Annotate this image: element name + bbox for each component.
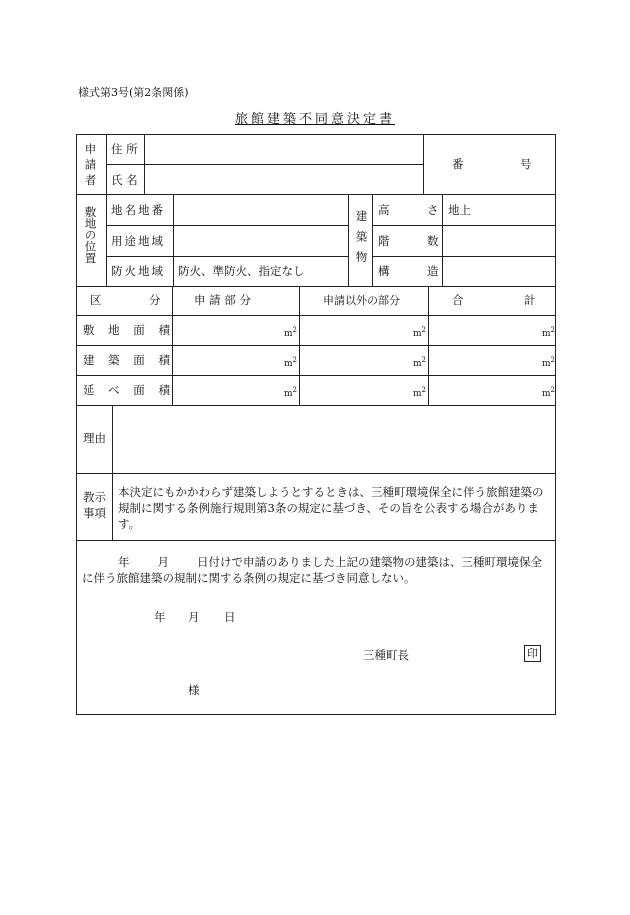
- number-label-2: 号: [520, 157, 532, 171]
- header-total-2: 計: [524, 293, 536, 307]
- unit: [284, 327, 297, 339]
- unit-sup: 2: [550, 326, 556, 334]
- rule-v-area-3: [428, 286, 429, 405]
- unit-sup: 2: [550, 386, 556, 394]
- unit-sup: 2: [292, 326, 298, 334]
- unit-sup: 2: [292, 386, 298, 394]
- row-total-floor-area: 延 べ 面 積: [83, 383, 175, 397]
- rule-v-building-value: [442, 194, 443, 286]
- header-kubun-2: 分: [149, 293, 161, 307]
- zone-label: 用途地域: [111, 234, 165, 248]
- addressee-sama: 様: [188, 683, 200, 697]
- header-other: 申請以外の部分: [323, 294, 400, 307]
- fire-label: 防火地域: [111, 264, 165, 278]
- rule-site-2: [107, 256, 349, 257]
- name-label: 氏 名: [111, 173, 138, 187]
- height-label-1: 高: [378, 203, 390, 217]
- rule-v-area-2: [299, 286, 300, 405]
- rule-v-site-value: [348, 194, 349, 286]
- unit-sup: 2: [421, 386, 427, 394]
- address-label: 住 所: [111, 142, 138, 156]
- mayor-title: 三種町長: [363, 648, 409, 662]
- date-day: 日: [224, 610, 236, 624]
- form-frame: [76, 134, 556, 715]
- rule-v-number: [423, 135, 424, 194]
- structure-label-2: 造: [427, 264, 439, 278]
- height-value: 地上: [448, 203, 471, 217]
- lot-label: 地名地番: [111, 203, 165, 217]
- unit: [284, 387, 297, 399]
- unit-sup: 2: [421, 326, 427, 334]
- rule-v-label: [106, 135, 107, 286]
- rule-building-2: [373, 256, 556, 257]
- rule-area-3: [77, 405, 556, 406]
- unit-sup: 2: [550, 356, 556, 364]
- rule-v-site-label: [173, 194, 174, 286]
- rule-v-reason: [112, 405, 113, 540]
- rule-site-bottom: [77, 286, 556, 287]
- rule-v-building-label: [372, 194, 373, 286]
- instruction-label-2: 事項: [83, 506, 106, 520]
- rule-area-1: [77, 345, 556, 346]
- row-site-area: 敷 地 面 積: [83, 323, 175, 337]
- decision-year: 年: [118, 555, 130, 569]
- decision-month: 月: [157, 555, 169, 569]
- unit: [413, 327, 426, 339]
- unit: [542, 387, 555, 399]
- floors-label-1: 階: [378, 234, 390, 248]
- decision-day-text: 日付けで申請のありました上記の建築物の建築は、三種町環境保全に伴う旅館建築の規制に関する条例の規定に基づき同意しない。: [82, 555, 542, 585]
- structure-label-1: 構: [378, 264, 390, 278]
- row-building-area: 建 築 面 積: [83, 353, 175, 367]
- unit: [284, 357, 297, 369]
- unit-m: m: [284, 389, 293, 399]
- instruction-label-1: 教示: [83, 490, 106, 504]
- unit-m: m: [542, 329, 551, 339]
- date-year: 年: [154, 610, 166, 624]
- date-month: 月: [188, 610, 200, 624]
- floors-label-2: 数: [427, 234, 439, 248]
- site-label: 敷地の位置: [83, 206, 98, 264]
- form-number: 様式第3号(第2条関係): [78, 86, 189, 99]
- unit: [413, 357, 426, 369]
- header-total-1: 合: [452, 293, 464, 307]
- rule-applicant-bottom: [77, 194, 556, 195]
- instruction-text: 本決定にもかかわらず建築しようとするときは、三種町環境保全に伴う旅館建築の規制に関する条例施行規則第3条の規定に基づき、その旨を公表する場合があります。: [118, 485, 544, 531]
- unit-m: m: [284, 329, 293, 339]
- rule-reason-bottom: [77, 473, 556, 474]
- rule-area-header: [77, 315, 556, 316]
- number-label-1: 番: [452, 157, 464, 171]
- document-title-text: 旅館建築不同意決定書: [234, 112, 395, 127]
- decision-text: [82, 554, 552, 586]
- applicant-label: 申請者: [83, 143, 98, 190]
- unit: [542, 357, 555, 369]
- unit-m: m: [413, 389, 422, 399]
- seal-mark: 印: [524, 645, 541, 662]
- unit-m: m: [413, 359, 422, 369]
- rule-site-1: [107, 225, 349, 226]
- header-applied: 申 請 部 分: [194, 293, 251, 307]
- unit-m: m: [284, 359, 293, 369]
- unit-m: m: [542, 389, 551, 399]
- header-kubun-1: 区: [90, 293, 102, 307]
- rule-applicant-mid: [107, 164, 424, 165]
- rule-instruction-bottom: [77, 540, 556, 541]
- unit-sup: 2: [292, 356, 298, 364]
- building-label: 建築物: [354, 210, 369, 272]
- unit-m: m: [542, 359, 551, 369]
- rule-v-applicant-label: [144, 135, 145, 194]
- reason-label: 理由: [83, 431, 106, 445]
- unit: [413, 387, 426, 399]
- unit-m: m: [413, 329, 422, 339]
- unit: [542, 327, 555, 339]
- fire-value: 防火、準防火、指定なし: [178, 264, 305, 278]
- rule-building-1: [373, 225, 556, 226]
- rule-area-2: [77, 375, 556, 376]
- unit-sup: 2: [421, 356, 427, 364]
- document-title: [0, 108, 630, 127]
- height-label-2: さ: [427, 203, 439, 217]
